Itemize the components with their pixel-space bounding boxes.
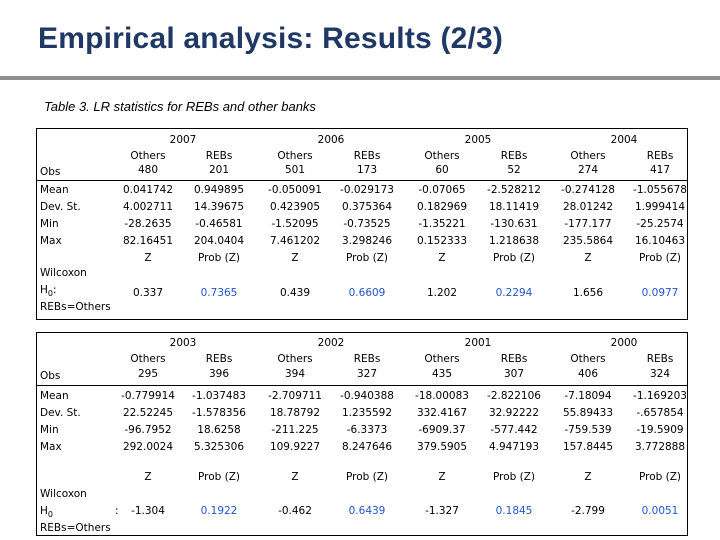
stat-value: 1.235592: [341, 407, 393, 419]
test-header: Prob (Z): [197, 252, 241, 264]
stat-label: Max: [40, 235, 62, 247]
obs-value: 295: [137, 368, 159, 380]
obs-value: 173: [356, 164, 378, 176]
stat-value: 55.89433: [562, 407, 614, 419]
year-header: 2006: [317, 134, 345, 146]
stat-value: -0.07065: [418, 184, 466, 196]
stat-value: -25.2574: [636, 218, 684, 230]
column-header: REBs: [646, 353, 674, 365]
stat-label: Min: [40, 424, 59, 436]
test-header: Prob (Z): [638, 252, 682, 264]
stat-label: Mean: [40, 184, 69, 196]
column-header: REBs: [646, 150, 674, 162]
year-header: 2005: [464, 134, 492, 146]
stat-value: 157.8445: [562, 441, 614, 453]
stat-label: Dev. St.: [40, 407, 81, 419]
test-header: Z: [584, 471, 592, 483]
column-header: Others: [570, 150, 606, 162]
stat-value: 8.247646: [341, 441, 393, 453]
test-header: Z: [144, 471, 152, 483]
test-header: Prob (Z): [197, 471, 241, 483]
wilcoxon-value: -1.304: [131, 505, 165, 517]
stat-value: 1.999414: [634, 201, 686, 213]
stat-value: -0.050091: [268, 184, 322, 196]
obs-value: 501: [284, 164, 306, 176]
stat-value: 28.01242: [562, 201, 614, 213]
stat-value: -28.2635: [124, 218, 172, 230]
year-header: 2004: [610, 134, 638, 146]
stat-value: 0.375364: [341, 201, 393, 213]
obs-value: 201: [208, 164, 230, 176]
stat-value: -130.631: [490, 218, 538, 230]
obs-value: 406: [577, 368, 599, 380]
column-header: Others: [130, 150, 166, 162]
stat-label: Max: [40, 441, 62, 453]
test-header: Prob (Z): [345, 471, 389, 483]
wilcoxon-value: 0.0977: [641, 287, 679, 299]
wilcoxon-value: 0.6609: [348, 287, 386, 299]
column-header: Others: [424, 150, 460, 162]
hypothesis-label-line3: REBs=Others: [40, 522, 111, 534]
test-header: Z: [144, 252, 152, 264]
column-header: Others: [130, 353, 166, 365]
obs-label: Obs: [40, 370, 61, 382]
header-separator: [37, 180, 687, 181]
stat-value: 235.5864: [562, 235, 614, 247]
results-table-2007-2004: [36, 128, 688, 320]
stat-value: -0.029173: [340, 184, 394, 196]
wilcoxon-value: 0.1845: [495, 505, 533, 517]
obs-value: 274: [577, 164, 599, 176]
stat-value: 18.78792: [269, 407, 321, 419]
wilcoxon-value: 0.337: [132, 287, 164, 299]
title-rule: [0, 76, 720, 80]
stat-value: 18.11419: [488, 201, 540, 213]
wilcoxon-value: 0.2294: [495, 287, 533, 299]
hypothesis-label: [40, 505, 119, 521]
stat-value: 16.10463: [634, 235, 686, 247]
stat-value: -1.578356: [192, 407, 246, 419]
stat-value: -1.35221: [418, 218, 466, 230]
stat-value: 0.949895: [193, 184, 245, 196]
column-header: REBs: [500, 150, 528, 162]
stat-value: 7.461202: [269, 235, 321, 247]
stat-value: 109.9227: [269, 441, 321, 453]
stat-value: -96.7952: [124, 424, 172, 436]
hypothesis-h: H: [40, 284, 48, 296]
stat-value: 5.325306: [193, 441, 245, 453]
stat-value: 0.182969: [416, 201, 468, 213]
obs-value: 60: [435, 164, 449, 176]
slide-title: Empirical analysis: Results (2/3): [38, 22, 504, 55]
obs-value: 435: [431, 368, 453, 380]
hypothesis-label: [40, 284, 57, 300]
stat-label: Dev. St.: [40, 201, 81, 213]
stat-value: 4.947193: [488, 441, 540, 453]
obs-value: 52: [507, 164, 521, 176]
wilcoxon-value: 1.656: [572, 287, 604, 299]
stat-value: 22.52245: [122, 407, 174, 419]
obs-label: Obs: [40, 166, 61, 178]
stat-value: -0.779914: [121, 390, 175, 402]
stat-value: 204.0404: [193, 235, 245, 247]
column-header: REBs: [353, 150, 381, 162]
column-header: REBs: [205, 150, 233, 162]
test-header: Prob (Z): [638, 471, 682, 483]
stat-value: -0.46581: [195, 218, 243, 230]
stat-label: Min: [40, 218, 59, 230]
column-header: Others: [570, 353, 606, 365]
stat-value: 14.39675: [193, 201, 245, 213]
year-header: 2000: [610, 337, 638, 349]
stat-value: -19.5909: [636, 424, 684, 436]
hypothesis-colon: :: [115, 505, 119, 517]
wilcoxon-value: 0.0051: [641, 505, 679, 517]
column-header: REBs: [500, 353, 528, 365]
wilcoxon-label: Wilcoxon: [40, 488, 87, 500]
stat-value: -.657854: [636, 407, 684, 419]
column-header: Others: [277, 150, 313, 162]
year-header: 2007: [169, 134, 197, 146]
hypothesis-h: H: [40, 505, 48, 517]
wilcoxon-value: -1.327: [425, 505, 459, 517]
wilcoxon-value: 0.7365: [200, 287, 238, 299]
test-header: Z: [291, 471, 299, 483]
test-header: Z: [584, 252, 592, 264]
hypothesis-colon: :: [53, 284, 57, 296]
stat-value: 379.5905: [416, 441, 468, 453]
obs-value: 327: [356, 368, 378, 380]
stat-value: 82.16451: [122, 235, 174, 247]
column-header: Others: [424, 353, 460, 365]
obs-value: 307: [503, 368, 525, 380]
wilcoxon-value: -0.462: [278, 505, 312, 517]
column-header: Others: [277, 353, 313, 365]
stat-value: -7.18094: [564, 390, 612, 402]
stat-value: -177.177: [564, 218, 612, 230]
stat-value: 4.002711: [122, 201, 174, 213]
year-header: 2003: [169, 337, 197, 349]
obs-value: 394: [284, 368, 306, 380]
year-header: 2002: [317, 337, 345, 349]
stat-value: 3.298246: [341, 235, 393, 247]
stat-value: 0.041742: [122, 184, 174, 196]
stat-value: 0.423905: [269, 201, 321, 213]
wilcoxon-value: 1.202: [426, 287, 458, 299]
obs-value: 396: [208, 368, 230, 380]
stat-value: 0.152333: [416, 235, 468, 247]
obs-value: 417: [649, 164, 671, 176]
stat-value: 292.0024: [122, 441, 174, 453]
stat-value: -211.225: [271, 424, 319, 436]
test-header: Prob (Z): [492, 471, 536, 483]
stat-value: -1.055678: [633, 184, 687, 196]
year-header: 2001: [464, 337, 492, 349]
stat-value: 332.4167: [416, 407, 468, 419]
stat-value: -0.274128: [561, 184, 615, 196]
stat-value: 18.6258: [197, 424, 241, 436]
stat-value: 1.218638: [488, 235, 540, 247]
table-caption: Table 3. LR statistics for REBs and other banks: [44, 99, 316, 114]
hypothesis-subscript: 0: [47, 510, 53, 520]
stat-label: Mean: [40, 390, 69, 402]
stat-value: 3.772888: [634, 441, 686, 453]
test-header: Z: [438, 471, 446, 483]
obs-value: 480: [137, 164, 159, 176]
wilcoxon-label: Wilcoxon: [40, 267, 87, 279]
stat-value: -2.709711: [268, 390, 322, 402]
hypothesis-label-line3: REBs=Others: [40, 301, 111, 313]
stat-value: -2.822106: [487, 390, 541, 402]
results-table-2003-2000: [36, 332, 688, 536]
test-header: Prob (Z): [345, 252, 389, 264]
stat-value: -0.940388: [340, 390, 394, 402]
test-header: Z: [291, 252, 299, 264]
header-separator: [37, 385, 687, 386]
stat-value: -759.539: [564, 424, 612, 436]
stat-value: -1.52095: [271, 218, 319, 230]
stat-value: -577.442: [490, 424, 538, 436]
wilcoxon-value: -2.799: [571, 505, 605, 517]
wilcoxon-value: 0.1922: [200, 505, 238, 517]
stat-value: -2.528212: [487, 184, 541, 196]
test-header: Prob (Z): [492, 252, 536, 264]
obs-value: 324: [649, 368, 671, 380]
column-header: REBs: [205, 353, 233, 365]
wilcoxon-value: 0.6439: [348, 505, 386, 517]
stat-value: -6.3373: [346, 424, 388, 436]
test-header: Z: [438, 252, 446, 264]
stat-value: -1.169203: [633, 390, 687, 402]
wilcoxon-value: 0.439: [279, 287, 311, 299]
stat-value: -18.00083: [415, 390, 469, 402]
stat-value: -1.037483: [192, 390, 246, 402]
column-header: REBs: [353, 353, 381, 365]
stat-value: -0.73525: [343, 218, 391, 230]
stat-value: -6909.37: [418, 424, 466, 436]
stat-value: 32.92222: [488, 407, 540, 419]
hypothesis-subscript: 0: [47, 289, 53, 299]
